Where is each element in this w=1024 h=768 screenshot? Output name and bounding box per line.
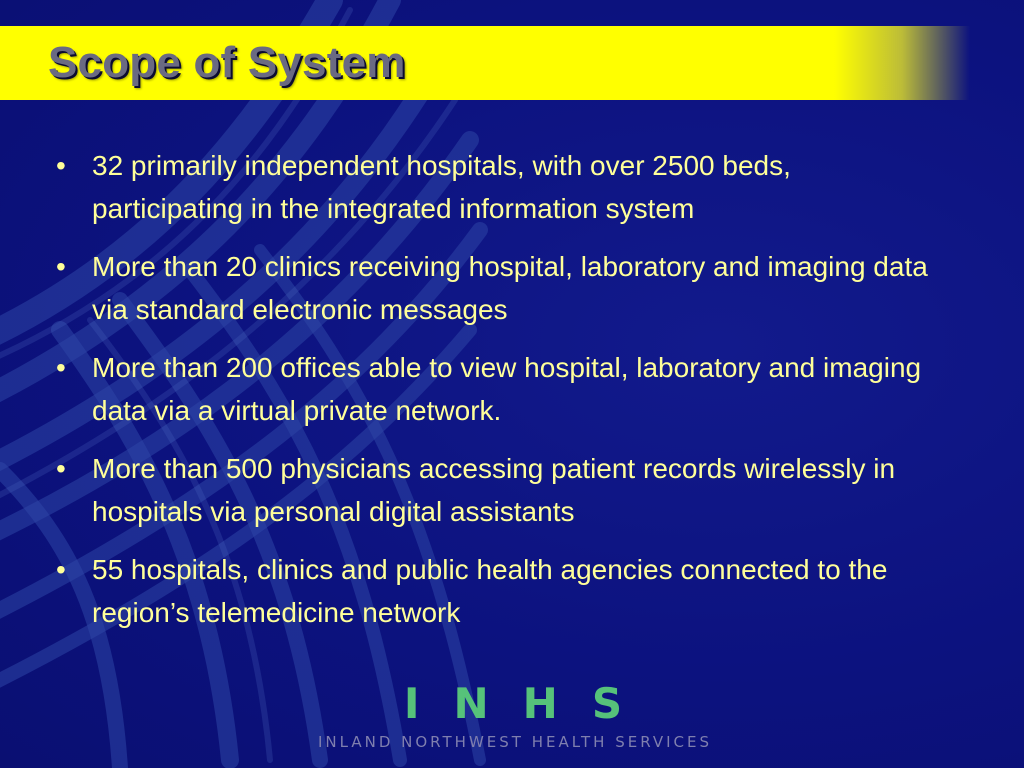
bullet-item [56,245,936,331]
slide-title: Scope of System [48,38,406,87]
bullet-text: 32 primarily independent hospitals, with over 2500 beds, participating in the integrated information system [92,150,791,224]
bullet-marker: • [56,453,66,484]
bullet-marker: • [56,352,66,383]
bullet-text: 55 hospitals, clinics and public health agencies connected to the region’s telemedicine network [92,554,888,628]
logo-letters: INHS [403,679,657,728]
bullet-item [56,548,936,634]
bullet-item [56,346,936,432]
bullet-item [56,447,936,533]
bullet-marker: • [56,251,66,282]
bullet-list [56,144,936,649]
bullet-text: More than 500 physicians accessing patient records wirelessly in hospitals via personal digital assistants [92,453,896,527]
bullet-marker: • [56,554,66,585]
inhs-logo [270,679,760,751]
bullet-text: More than 20 clinics receiving hospital, laboratory and imaging data via standard electronic messages [92,251,928,325]
bullet-text: More than 200 offices able to view hospital, laboratory and imaging data via a virtual private network. [92,352,922,426]
bullet-marker: • [56,150,66,181]
bullet-item [56,144,936,230]
logo-subtitle: INLAND NORTHWEST HEALTH SERVICES [318,733,712,751]
